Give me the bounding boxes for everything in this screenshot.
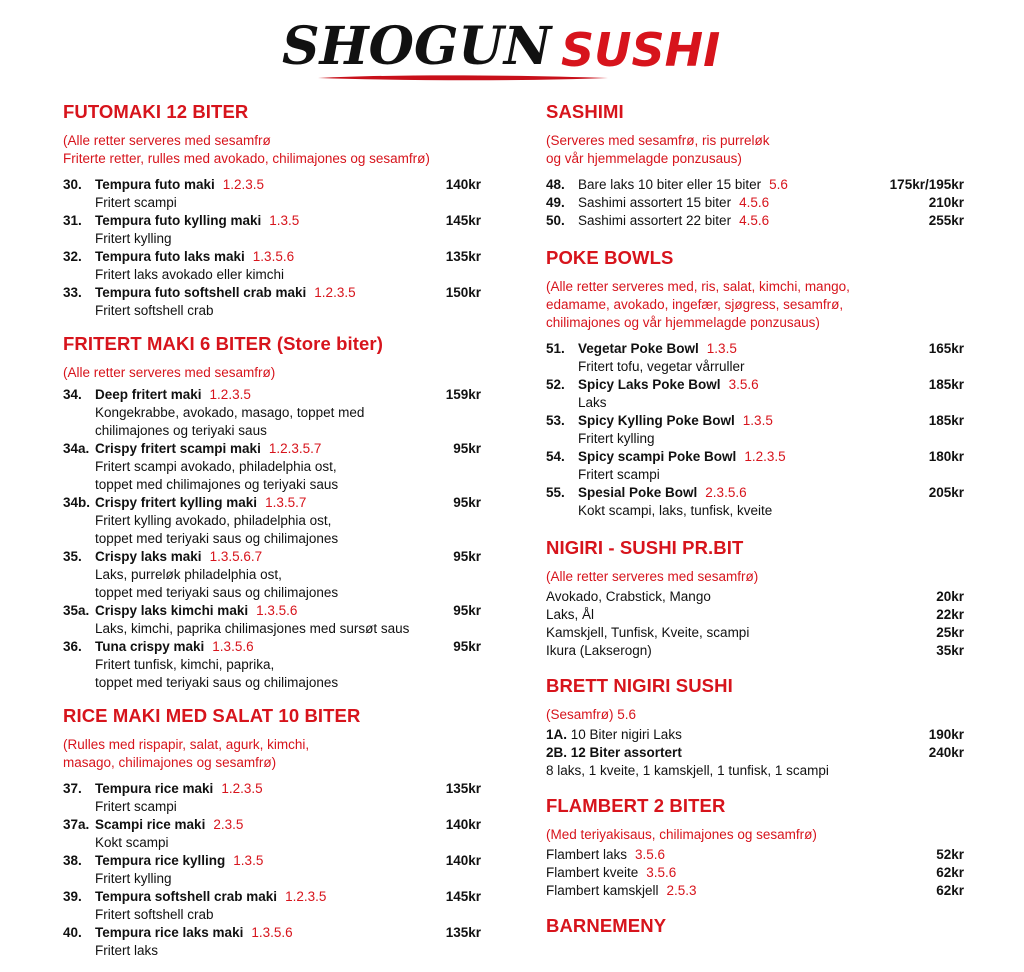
allergen-codes: 1.3.5 — [233, 853, 264, 868]
item-name: Tempura softshell crab maki — [95, 889, 278, 904]
section-fritert-maki — [63, 332, 481, 692]
item-price: 140kr — [445, 177, 481, 192]
menu-item — [63, 548, 481, 602]
menu-item — [63, 816, 481, 852]
menu-item — [63, 602, 481, 638]
allergen-codes: 1.2.3.5 — [314, 285, 356, 300]
header — [0, 0, 1024, 88]
item-name: Crispy laks maki — [95, 549, 202, 564]
brett-row-2b — [546, 744, 964, 762]
menu-item-row — [546, 194, 964, 212]
item-list — [63, 780, 481, 960]
item-description: Fritert tunfisk, kimchi, paprika, toppet med teriyaki saus og chilimajones — [95, 657, 339, 690]
menu-item — [63, 284, 481, 320]
item-description: Fritert scampi — [578, 467, 660, 482]
menu-item-row — [546, 448, 964, 466]
item-name: Tempura rice maki — [95, 781, 214, 796]
item-description: Kokt scampi — [95, 835, 169, 850]
item-price: 185kr — [928, 413, 964, 428]
menu-item — [63, 212, 481, 248]
item-name: Spesial Poke Bowl — [578, 485, 698, 500]
item-price: 159kr — [445, 387, 481, 402]
section-futomaki — [63, 100, 481, 320]
item-name: Tempura futo kylling maki — [95, 213, 262, 228]
item-price: 210kr — [928, 195, 964, 210]
menu-item-row — [63, 816, 481, 834]
item-number: 40. — [63, 925, 82, 940]
item-number: 51. — [546, 341, 565, 356]
menu-item-row — [546, 376, 964, 394]
item-description: Fritert tofu, vegetar vårruller — [578, 359, 745, 374]
item-number: 54. — [546, 449, 565, 464]
item-name: Tempura futo laks maki — [95, 249, 245, 264]
item-price: 145kr — [445, 213, 481, 228]
item-list — [546, 176, 964, 230]
allergen-codes: 1.2.3.5 — [744, 449, 786, 464]
allergen-codes: 1.2.3.5 — [221, 781, 263, 796]
item-name: Spicy Kylling Poke Bowl — [578, 413, 735, 428]
menu-item — [63, 780, 481, 816]
section-brett-nigiri — [546, 674, 964, 780]
item-price: 95kr — [453, 549, 481, 564]
section-title: FLAMBERT 2 BITER — [546, 795, 726, 816]
item-price: 135kr — [445, 781, 481, 796]
item-price: 140kr — [445, 853, 481, 868]
brett-row-1a — [546, 726, 964, 744]
item-description: Fritert kylling — [578, 431, 655, 446]
item-name: Sashimi assortert 15 biter — [578, 195, 732, 210]
menu-item-row — [63, 548, 481, 566]
menu-item-row — [63, 780, 481, 798]
right-column — [546, 100, 964, 950]
menu-item-row — [63, 638, 481, 656]
item-description: Fritert laks — [95, 943, 159, 958]
item-name: Crispy fritert kylling maki — [95, 495, 258, 510]
row-label: Flambert kveite — [546, 865, 639, 880]
price-row — [546, 624, 964, 642]
item-name: Crispy fritert scampi maki — [95, 441, 261, 456]
price-row — [546, 864, 964, 882]
item-price: 185kr — [928, 377, 964, 392]
menu-item-row — [63, 852, 481, 870]
menu-item-row — [546, 412, 964, 430]
menu-item-row — [546, 176, 964, 194]
item-number: 38. — [63, 853, 82, 868]
price-row — [546, 882, 964, 900]
price-row — [546, 846, 964, 864]
allergen-codes: 1.3.5.6 — [252, 249, 295, 264]
shogun-sushi-logo — [278, 12, 748, 84]
section-note: (Rulles med rispapir, salat, agurk, kimchi, masago, chilimajones og sesamfrø) — [63, 737, 310, 770]
section-note: (Alle retter serveres med sesamfrø) — [63, 365, 276, 380]
row-list — [546, 588, 964, 660]
allergen-codes: 1.3.5 — [706, 341, 737, 356]
item-name: Bare laks 10 biter eller 15 biter — [578, 177, 762, 192]
section-note: (Alle retter serveres med sesamfrø) — [546, 569, 759, 584]
section-flambert — [546, 794, 964, 900]
item-number: 37. — [63, 781, 82, 796]
menu-item — [546, 340, 964, 376]
item-number: 36. — [63, 639, 82, 654]
allergen-codes: 4.5.6 — [739, 195, 770, 210]
item-name: Spicy Laks Poke Bowl — [578, 377, 721, 392]
section-title: FRITERT MAKI 6 BITER (Store biter) — [63, 333, 383, 354]
item-name: Tempura futo softshell crab maki — [95, 285, 307, 300]
section-note: (Serveres med sesamfrø, ris purreløk og vår hjemmelagde ponzusaus) — [546, 133, 770, 166]
menu-item — [63, 852, 481, 888]
item-name: Tuna crispy maki — [95, 639, 205, 654]
item-price: 95kr — [453, 639, 481, 654]
section-note: (Alle retter serveres med sesamfrø Friterte retter, rulles med avokado, chilimajones og sesamfrø) — [63, 133, 430, 166]
item-name: Deep fritert maki — [95, 387, 202, 402]
row-label: Flambert laks — [546, 847, 628, 862]
menu-item — [63, 440, 481, 494]
item-name: Tempura rice laks maki — [95, 925, 244, 940]
allergen-codes: 1.3.5 — [269, 213, 300, 228]
item-description: Kokt scampi, laks, tunfisk, kveite — [578, 503, 773, 518]
item-description: Laks, purreløk philadelphia ost, toppet med teriyaki saus og chilimajones — [95, 567, 339, 600]
menu-item-row — [546, 484, 964, 502]
item-description: Laks — [578, 395, 607, 410]
menu-item — [546, 376, 964, 412]
row-price: 35kr — [936, 643, 964, 658]
item-price: 140kr — [445, 817, 481, 832]
price: 190kr — [928, 727, 964, 742]
menu-item — [63, 924, 481, 960]
menu-item-row — [63, 924, 481, 942]
menu-item — [546, 212, 964, 230]
menu-item-row — [63, 386, 481, 404]
item-description: Fritert softshell crab — [95, 907, 214, 922]
menu-item — [546, 484, 964, 520]
item-description: Fritert kylling avokado, philadelphia ost, toppet med teriyaki saus og chilimajones — [95, 513, 339, 546]
section-title: RICE MAKI MED SALAT 10 BITER — [63, 705, 361, 726]
item-price: 145kr — [445, 889, 481, 904]
brett-label: 1A. 10 Biter nigiri Laks — [546, 727, 682, 742]
allergen-codes: 3.5.6 — [646, 865, 677, 880]
allergen-codes: 1.3.5.6 — [256, 603, 298, 618]
item-number: 48. — [546, 177, 565, 192]
allergen-codes: 3.5.6 — [635, 847, 666, 862]
menu-item-row — [546, 212, 964, 230]
section-barnemeny — [546, 914, 964, 938]
section-title: NIGIRI - SUSHI PR.BIT — [546, 537, 744, 558]
item-number: 53. — [546, 413, 565, 428]
item-description: Kongekrabbe, avokado, masago, toppet med chilimajones og teriyaki saus — [95, 405, 365, 438]
item-number: 35a. — [63, 603, 90, 618]
item-number: 34a. — [63, 441, 90, 456]
item-description: Fritert kylling — [95, 871, 172, 886]
section-sashimi — [546, 100, 964, 230]
item-list — [546, 340, 964, 520]
menu-item-row — [546, 340, 964, 358]
item-price: 150kr — [445, 285, 481, 300]
menu-item-row — [63, 440, 481, 458]
section-title: BARNEMENY — [546, 915, 667, 936]
price-row — [546, 642, 964, 660]
item-number: 34b. — [63, 495, 91, 510]
row-label: Laks, Ål — [546, 607, 595, 622]
menu-item-row — [63, 176, 481, 194]
item-name: Crispy laks kimchi maki — [95, 603, 249, 618]
logo-word-sushi: SUSHI — [561, 23, 721, 77]
allergen-codes: 2.5.3 — [666, 883, 697, 898]
price-row — [546, 606, 964, 624]
item-number: 34. — [63, 387, 82, 402]
allergen-codes: 5.6 — [769, 177, 788, 192]
item-number: 52. — [546, 377, 565, 392]
section-rice-maki — [63, 704, 481, 960]
item-list — [63, 176, 481, 320]
allergen-codes: 1.3.5.6 — [212, 639, 254, 654]
item-price: 180kr — [928, 449, 964, 464]
item-number: 33. — [63, 285, 82, 300]
menu-item-row — [63, 248, 481, 266]
section-title: SASHIMI — [546, 101, 624, 122]
menu-item — [546, 448, 964, 484]
price: 240kr — [928, 745, 964, 760]
menu-item-row — [63, 494, 481, 512]
menu-item-row — [63, 212, 481, 230]
item-number: 39. — [63, 889, 82, 904]
item-name: Vegetar Poke Bowl — [578, 341, 699, 356]
item-price: 135kr — [445, 249, 481, 264]
menu-item — [63, 638, 481, 692]
item-description: Fritert softshell crab — [95, 303, 214, 318]
menu-item — [63, 386, 481, 440]
menu-item-row — [63, 284, 481, 302]
item-number: 30. — [63, 177, 82, 192]
logo-word-shogun: SHOGUN — [282, 16, 552, 77]
allergen-codes: 3.5.6 — [728, 377, 759, 392]
item-description: Fritert scampi — [95, 195, 177, 210]
item-price: 205kr — [928, 485, 964, 500]
item-price: 165kr — [928, 341, 964, 356]
section-poke-bowls — [546, 246, 964, 520]
left-column — [63, 100, 481, 972]
section-title: BRETT NIGIRI SUSHI — [546, 675, 733, 696]
item-name: Tempura futo maki — [95, 177, 215, 192]
row-price: 62kr — [936, 883, 964, 898]
row-price: 22kr — [936, 607, 964, 622]
item-number: 49. — [546, 195, 565, 210]
item-name: Tempura rice kylling — [95, 853, 226, 868]
section-note: (Sesamfrø) 5.6 — [546, 707, 637, 722]
item-price: 175kr/195kr — [889, 177, 964, 192]
item-description: Fritert scampi avokado, philadelphia ost, toppet med chilimajones og teriyaki saus — [95, 459, 339, 492]
menu-item — [546, 412, 964, 448]
section-note: (Alle retter serveres med, ris, salat, kimchi, mango, edamame, avokado, ingefær, sjøgress, sesamfrø, chilimajones og vår hjemmelagde ponzusaus) — [546, 279, 850, 330]
allergen-codes: 2.3.5.6 — [705, 485, 747, 500]
allergen-codes: 2.3.5 — [213, 817, 244, 832]
item-number: 37a. — [63, 817, 90, 832]
menu-item — [63, 494, 481, 548]
menu-item-row — [63, 602, 481, 620]
allergen-codes: 1.2.3.5.7 — [268, 441, 322, 456]
section-title: POKE BOWLS — [546, 247, 674, 268]
section-title: FUTOMAKI 12 BITER — [63, 101, 249, 122]
menu-item — [63, 176, 481, 212]
item-number: 35. — [63, 549, 82, 564]
item-description: Laks, kimchi, paprika chilimasjones med sursøt saus — [95, 621, 410, 636]
item-price: 95kr — [453, 603, 481, 618]
allergen-codes: 1.3.5.6.7 — [209, 549, 263, 564]
brett-label: 2B. 12 Biter assortert — [546, 745, 682, 760]
row-list — [546, 846, 964, 900]
row-price: 62kr — [936, 865, 964, 880]
menu-item — [546, 194, 964, 212]
item-number: 55. — [546, 485, 565, 500]
allergen-codes: 1.3.5.7 — [265, 495, 307, 510]
item-name: Scampi rice maki — [95, 817, 206, 832]
row-label: Kamskjell, Tunfisk, Kveite, scampi — [546, 625, 750, 640]
section-nigiri — [546, 536, 964, 660]
item-number: 50. — [546, 213, 565, 228]
item-description: Fritert scampi — [95, 799, 177, 814]
section-note: (Med teriyakisaus, chilimajones og sesamfrø) — [546, 827, 817, 842]
row-label: Ikura (Lakserogn) — [546, 643, 652, 658]
row-label: Flambert kamskjell — [546, 883, 659, 898]
allergen-codes: 1.3.5 — [742, 413, 773, 428]
item-number: 31. — [63, 213, 82, 228]
item-price: 95kr — [453, 441, 481, 456]
menu-item — [546, 176, 964, 194]
row-price: 20kr — [936, 589, 964, 604]
brett-desc: 8 laks, 1 kveite, 1 kamskjell, 1 tunfisk, 1 scampi — [546, 763, 829, 778]
row-label: Avokado, Crabstick, Mango — [546, 589, 711, 604]
item-price: 135kr — [445, 925, 481, 940]
item-description: Fritert kylling — [95, 231, 172, 246]
item-list — [63, 386, 481, 692]
allergen-codes: 4.5.6 — [739, 213, 770, 228]
item-description: Fritert laks avokado eller kimchi — [95, 267, 285, 282]
item-price: 255kr — [928, 213, 964, 228]
item-number: 32. — [63, 249, 82, 264]
item-name: Spicy scampi Poke Bowl — [578, 449, 737, 464]
menu-item — [63, 248, 481, 284]
allergen-codes: 1.3.5.6 — [251, 925, 293, 940]
item-price: 95kr — [453, 495, 481, 510]
menu-item-row — [63, 888, 481, 906]
row-price: 52kr — [936, 847, 964, 862]
row-price: 25kr — [936, 625, 964, 640]
allergen-codes: 1.2.3.5 — [209, 387, 251, 402]
menu-item — [63, 888, 481, 924]
allergen-codes: 1.2.3.5 — [222, 177, 265, 192]
price-row — [546, 588, 964, 606]
allergen-codes: 1.2.3.5 — [285, 889, 327, 904]
item-name: Sashimi assortert 22 biter — [578, 213, 732, 228]
